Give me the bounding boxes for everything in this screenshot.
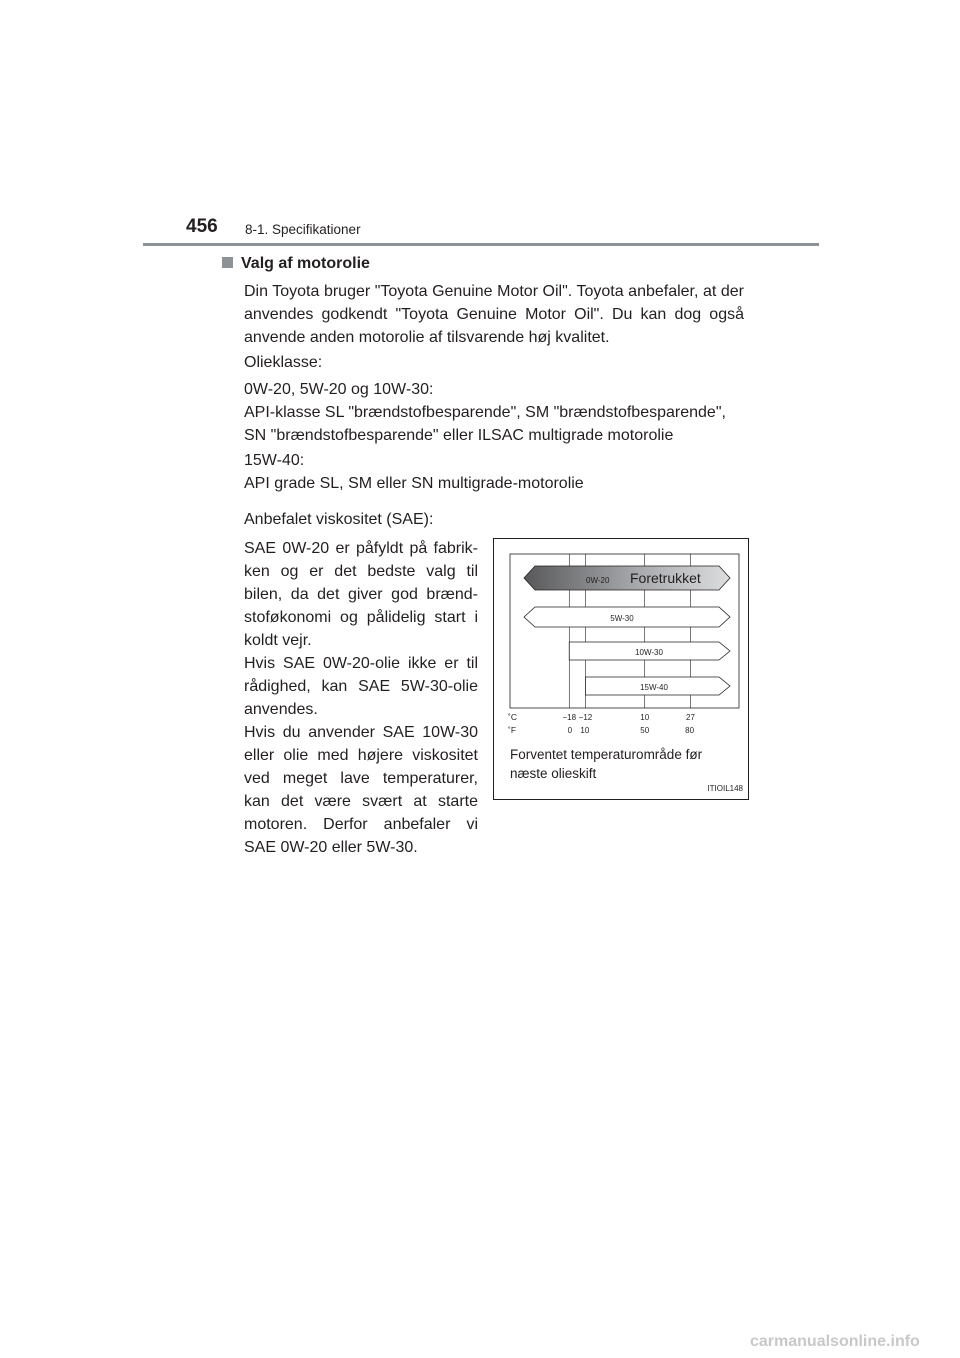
oil-class-label: Olieklasse: [244, 354, 323, 371]
figure-code: ITIOIL148 [707, 784, 743, 793]
tick-celsius-0: −18 [562, 713, 577, 722]
footer-watermark: carmanualsonline.info [750, 1333, 920, 1350]
tick-celsius-3: 27 [686, 713, 695, 722]
bar-label-5w-30: 5W-30 [610, 614, 634, 623]
viscosity-label: Anbefalet viskositet (SAE): [244, 511, 434, 528]
bar-preferred-label: Foretrukket [630, 570, 701, 586]
tick-celsius-1: −12 [578, 713, 593, 722]
grades-2-title: 15W-40: [244, 452, 305, 469]
heading-text: Valg af motorolie [241, 255, 370, 272]
grades-1-title: 0W-20, 5W-20 og 10W-30: [244, 381, 434, 398]
tick-celsius-2: 10 [640, 713, 650, 722]
bar-label-0w-20: 0W-20 [586, 576, 610, 585]
header-rule [143, 243, 819, 246]
axis-unit-celsius: ˚C [508, 712, 517, 722]
heading-bullet-icon [222, 257, 233, 268]
page-number: 456 [186, 216, 218, 237]
grades-2-text: API grade SL, SM eller SN multigrade-motorolie [244, 475, 584, 492]
section-heading [222, 255, 370, 273]
viscosity-figure [493, 538, 749, 800]
section-title: 8-1. Specifikationer [245, 222, 361, 237]
tick-fahrenheit-2: 50 [640, 726, 650, 735]
intro-paragraph: Din Toyota bruger "Toyota Genuine Motor Oil". Toyota anbefaler, at der anvendes godkendt "Toyota Genuine Motor Oil". Du kan dog også anvende anden motorolie af tilsvarende høj kvalitet. [244, 283, 744, 346]
figure-caption: Forventet temperaturområde før næste olieskift [510, 747, 703, 781]
bar-label-10w-30: 10W-30 [635, 648, 663, 657]
tick-fahrenheit-1: 10 [580, 726, 590, 735]
alt-oil-paragraph: Hvis SAE 0W-20-olie ikke er til rådighed, kan SAE 5W-30-olie anvendes. [244, 655, 478, 718]
axis-unit-fahrenheit: ˚F [508, 725, 517, 735]
tick-fahrenheit-0: 0 [567, 726, 573, 735]
warning-paragraph: Hvis du anvender SAE 10W-30 eller olie med højere viskositet ved meget lave temperaturer, kan det være svært at starte motoren. Derfor anbefaler vi SAE 0W-20 eller 5W-30. [244, 724, 478, 856]
bar-label-15w-40: 15W-40 [640, 683, 668, 692]
grades-1-text: API-klasse SL "brændstofbesparende", SM "brændstofbesparende", SN "brændstofbesparende" eller ILSAC multigrade motorolie [244, 404, 726, 444]
tick-fahrenheit-3: 80 [685, 726, 695, 735]
factory-fill-paragraph: SAE 0W-20 er påfyldt på fabrik-ken og er det bedste valg til bilen, da det giver god brænd-stoføkonomi og pålidelig start i koldt vejr. [244, 540, 478, 649]
